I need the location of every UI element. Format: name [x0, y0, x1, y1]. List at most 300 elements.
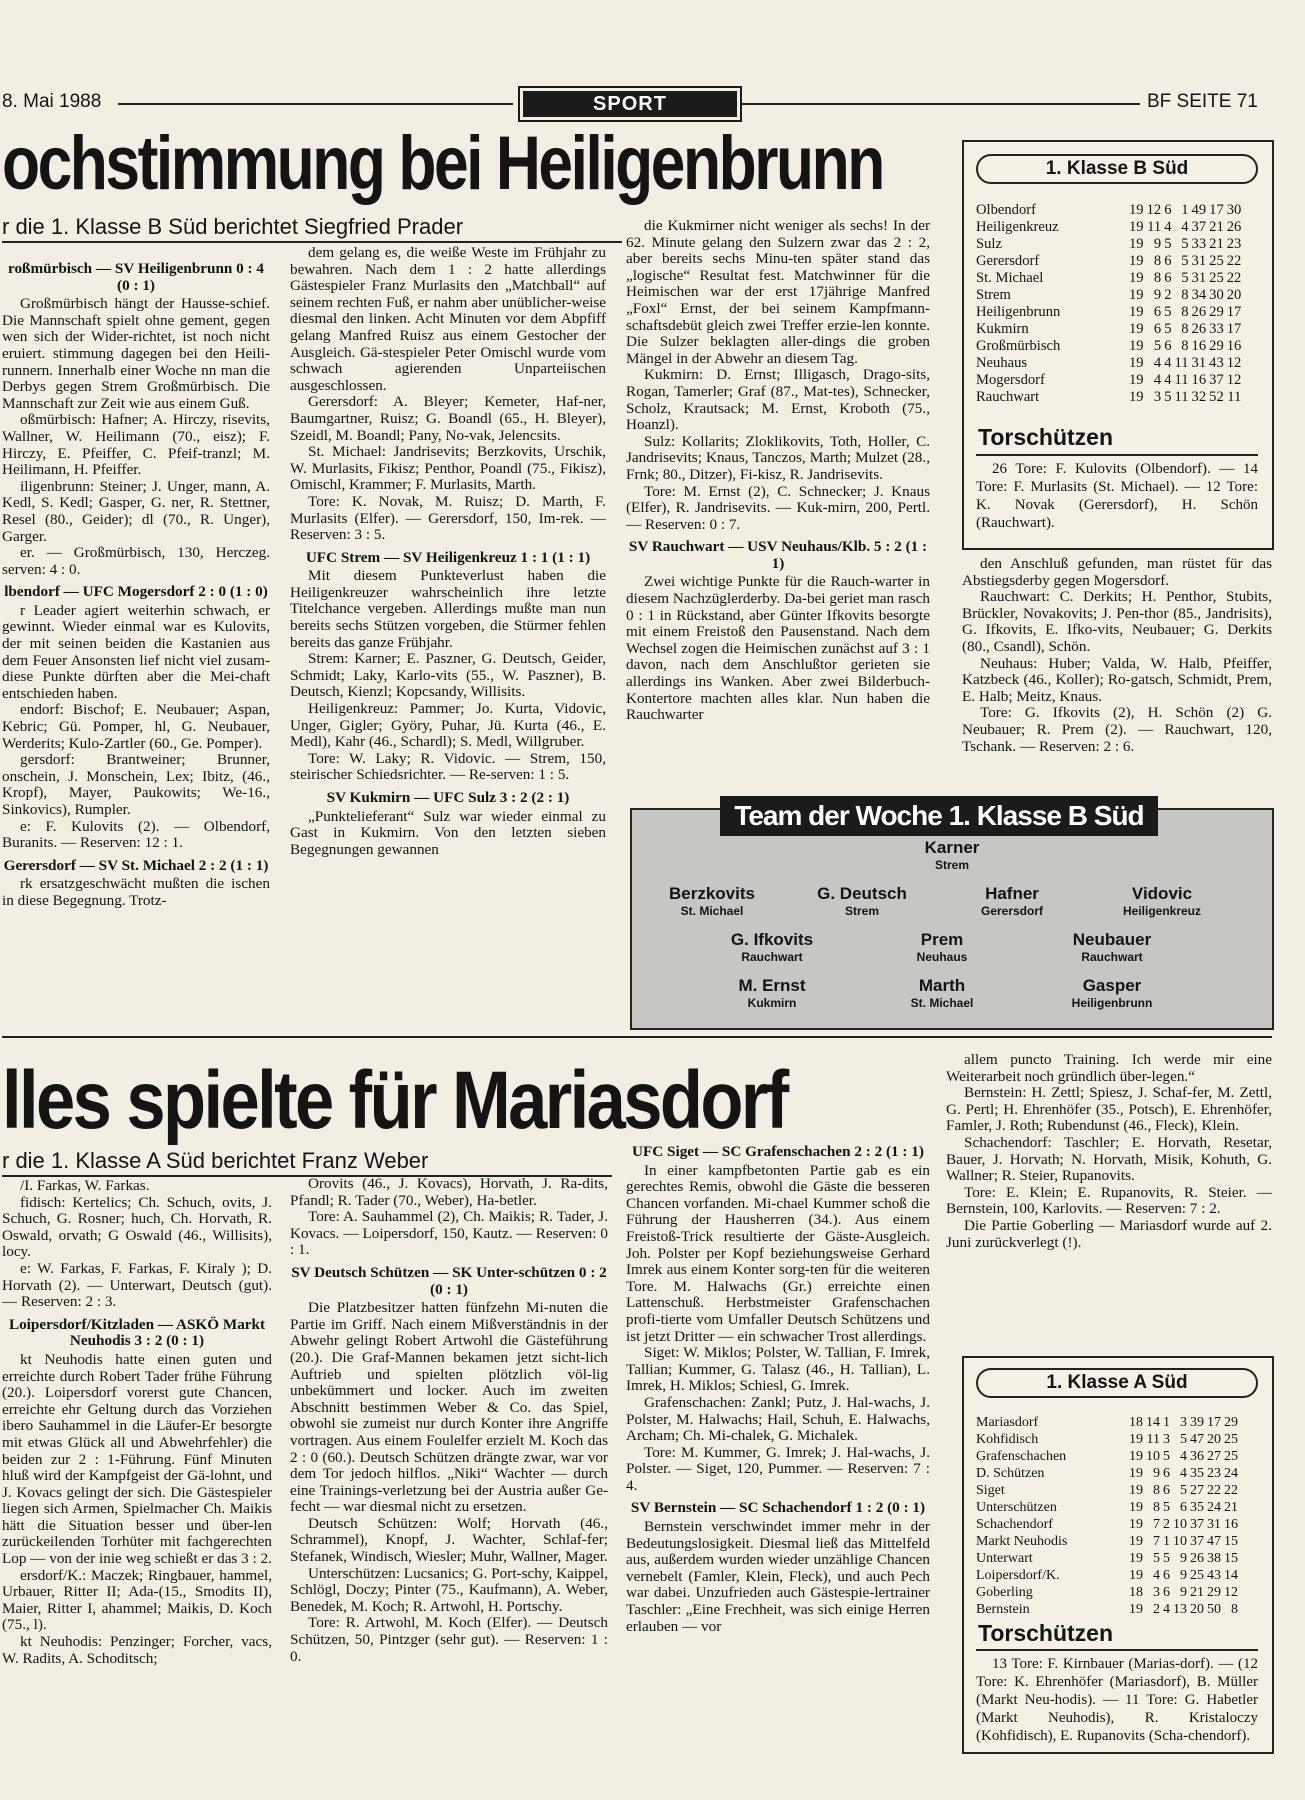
stat-cell: 11	[1147, 219, 1162, 235]
stat-cell: 52	[1209, 389, 1224, 405]
table-row	[976, 1465, 1238, 1482]
stat-cell: 31	[1191, 355, 1207, 371]
stat-cell: 5	[1153, 1550, 1160, 1566]
stat-cell: 5	[1164, 304, 1172, 320]
team-name-cell: Siget	[976, 1482, 1005, 1498]
team-player-club: Heiligenbrunn	[1071, 996, 1153, 1010]
section-label: SPORT	[593, 93, 667, 115]
article2-column-2	[290, 1176, 608, 1748]
stat-cell: 19	[1129, 1550, 1143, 1566]
stat-cell: 6	[1163, 1482, 1170, 1498]
match-heading: lbendorf — UFC Mogersdorf 2 : 0 (1 : 0)	[4, 583, 268, 601]
stat-cell: 25	[1224, 1431, 1238, 1447]
team-player-club: Kukmirn	[747, 996, 797, 1010]
stat-cell: 5	[1180, 1431, 1187, 1447]
team-name-cell: Grafenschachen	[976, 1448, 1067, 1464]
stat-cell: 25	[1224, 1448, 1238, 1464]
stat-cell: 19	[1129, 1482, 1143, 1498]
stat-cell: 4	[1180, 1465, 1187, 1481]
stat-cell: 6	[1164, 270, 1172, 286]
match-heading: Loipersdorf/Kitzladen — ASKÖ Markt Neuhodis 3 : 2 (0 : 1)	[8, 1315, 266, 1350]
stat-cell: 3	[1163, 1431, 1170, 1447]
stat-cell: 8	[1153, 1499, 1160, 1515]
stat-cell: 3	[1153, 1584, 1160, 1600]
paragraph: Tore: A. Sauhammel (2), Ch. Maikis; R. Tader, J. Kovacs. — Loipersdorf, 150, Kautz. — Reserven: 0 : 1.	[290, 1208, 608, 1259]
article2-column-4	[946, 1052, 1272, 1352]
team-name-cell: Mariasdorf	[976, 1414, 1039, 1430]
table-row	[976, 1533, 1238, 1550]
team-name-cell: Bernstein	[976, 1601, 1030, 1617]
paragraph: Tore: E. Klein; E. Rupanovits, R. Steier. — Bernstein, 100, Karlovits. — Reserven: 7 : 2.	[946, 1183, 1272, 1218]
stat-cell: 49	[1191, 202, 1207, 218]
paragraph: Tore: K. Novak, M. Ruisz; D. Marth, F. Murlasits (Elfer). — Gerersdorf, 150, Im-rek. — Reserven: 3 : 5.	[290, 492, 606, 544]
stat-cell: 8	[1181, 338, 1189, 354]
article1-byline: r die 1. Klasse B Süd berichtet Siegfried Prader	[2, 214, 464, 239]
stat-cell: 6	[1163, 1465, 1170, 1481]
header-rule-left	[118, 103, 513, 105]
match-heading: Gerersdorf — SV St. Michael 2 : 2 (1 : 1)	[3, 856, 269, 874]
stat-cell: 19	[1129, 236, 1144, 252]
stat-cell: 34	[1191, 287, 1207, 303]
article1-byline-rule	[2, 241, 622, 243]
paragraph: den Anschluß gefunden, man rüstet für das Abstiegsderby gegen Mogersdorf.	[962, 556, 1272, 589]
paragraph: Tore: R. Artwohl, M. Koch (Elfer). — Deutsch Schützen, 50, Pintzger (sehr gut). — Reserven: 1 : 0.	[290, 1614, 608, 1665]
table-row	[976, 287, 1241, 304]
stat-cell: 18	[1129, 1584, 1143, 1600]
article1-column-4	[962, 556, 1272, 791]
stat-cell: 9	[1180, 1567, 1187, 1583]
stat-cell: 4	[1164, 219, 1172, 235]
stat-cell: 31	[1191, 253, 1207, 269]
stat-cell: 11	[1174, 372, 1189, 388]
article1-column-1	[2, 255, 270, 1025]
stat-cell: 19	[1129, 372, 1144, 388]
stat-cell: 43	[1207, 1567, 1221, 1583]
table-row	[976, 338, 1241, 355]
stat-cell: 8	[1153, 253, 1162, 269]
stat-cell: 10	[1173, 1533, 1187, 1549]
stat-cell: 6	[1164, 338, 1172, 354]
stat-cell: 22	[1226, 270, 1242, 286]
stat-cell: 19	[1129, 1533, 1143, 1549]
paragraph: oßmürbisch: Hafner; A. Hirczy, risevits, Wallner, W. Heilimann (70., eisz); F. Hirczy, E. Pfeiffer, C. Pfeif-tranzl; M. Heilimann, H. Pfeiffer.	[2, 411, 270, 479]
stat-cell: 36	[1190, 1448, 1204, 1464]
team-player-club: St. Michael	[910, 996, 974, 1010]
table-row	[976, 202, 1241, 219]
stat-cell: 17	[1209, 202, 1224, 218]
stat-cell: 29	[1224, 1414, 1238, 1430]
stat-cell: 19	[1129, 1448, 1143, 1464]
stat-cell: 43	[1209, 355, 1224, 371]
stat-cell: 35	[1190, 1499, 1204, 1515]
stat-cell: 12	[1224, 1584, 1238, 1600]
paragraph: Deutsch Schützen: Wolf; Horvath (46., Schrammel), Knopf, J. Wachter, Schlaf-fer; Stefanek, Windisch, Wiesler; Muhr, Wallner, Mager.	[290, 1514, 608, 1566]
stat-cell: 38	[1207, 1550, 1221, 1566]
stat-cell: 10	[1173, 1516, 1187, 1532]
paragraph: ersdorf/K.: Maczek; Ringbauer, hammel, Urbauer, Ritter II; Ada-(15., Smodits II), Maier, Ritter I, ahammel; Maikis, D. Koch (75., l).	[2, 1566, 272, 1634]
stat-cell: 20	[1207, 1431, 1221, 1447]
stat-cell: 4	[1163, 1601, 1170, 1617]
team-player-name: Prem	[920, 930, 964, 949]
stat-cell: 5	[1181, 270, 1189, 286]
table-b-scorers-rule	[976, 454, 1258, 456]
stat-cell: 12	[1226, 355, 1242, 371]
stat-cell: 6	[1163, 1584, 1170, 1600]
stat-cell: 5	[1164, 321, 1172, 337]
stat-cell: 19	[1129, 321, 1144, 337]
stat-cell: 2	[1163, 1516, 1170, 1532]
stat-cell: 37	[1209, 372, 1224, 388]
stat-cell: 4	[1181, 219, 1189, 235]
paragraph: dem gelang es, die weiße Weste im Frühjahr zu bewahren. Nach dem 1 : 2 hatte allerdings Gästespieler Franz Murlasits den „Matchball“ auf seinem rechten Fuß, er nahm aber unüblicher-weise diesmal den linken. Acht Minuten vor dem Abpfiff gelang Manfred Ruisz aus einem Gestocher der Ausgleich. Gä-stespieler Peter Omischl wurde vom schwach agierenden Unparteiischen ausgeschlossen.	[290, 245, 606, 394]
stat-cell: 31	[1191, 270, 1207, 286]
stat-cell: 20	[1190, 1601, 1204, 1617]
table-a-standings	[976, 1414, 1238, 1618]
stat-cell: 29	[1209, 304, 1224, 320]
table-row	[976, 219, 1241, 236]
stat-cell: 37	[1191, 219, 1207, 235]
stat-cell: 16	[1191, 338, 1207, 354]
team-player-name: Gasper	[1082, 976, 1142, 995]
team-player-name: Vidovic	[1131, 884, 1193, 903]
article2-column-1	[2, 1178, 272, 1748]
stat-cell: 30	[1226, 202, 1242, 218]
stat-cell: 9	[1180, 1584, 1187, 1600]
stat-cell: 20	[1226, 287, 1242, 303]
match-heading: SV Deutsch Schützen — SK Unter-schützen 0 : 2 (0 : 1)	[291, 1263, 607, 1298]
article2-headline: lles spielte für Mariasdorf	[2, 1055, 787, 1146]
team-player-club: Strem	[934, 858, 969, 872]
table-row	[976, 1550, 1238, 1567]
team-name-cell: Heiligenkreuz	[976, 219, 1059, 235]
stat-cell: 5	[1153, 338, 1162, 354]
table-row	[976, 253, 1241, 270]
stat-cell: 15	[1224, 1550, 1238, 1566]
stat-cell: 5	[1181, 253, 1189, 269]
stat-cell: 29	[1207, 1584, 1221, 1600]
stat-cell: 10	[1146, 1448, 1160, 1464]
team-name-cell: Sulz	[976, 236, 1002, 252]
team-name-cell: St. Michael	[976, 270, 1044, 286]
table-row	[976, 1448, 1238, 1465]
table-row	[976, 1499, 1238, 1516]
team-name-cell: Gerersdorf	[976, 253, 1040, 269]
table-b-scorers-text: 26 Tore: F. Kulovits (Olbendorf). — 14 Tore: F. Murlasits (St. Michael). — 12 Tore: K. Novak (Gerersdorf), H. Schön (Rauchwart).	[976, 461, 1258, 531]
team-player-club: Gerersdorf	[980, 904, 1044, 918]
table-a-box	[962, 1356, 1274, 1754]
paragraph: In einer kampfbetonten Partie gab es ein gerechtes Remis, obwohl die Gäste die besseren Chancen vorfanden. Mi-chael Kummer schoß die Führung der Hausherren (34.). Aus einem Freistoß-Trick resultierte der Gäste-Ausgleich. Joh. Polster per Kopf beziehungsweise Gerhard Imrek aus einem Konter sorg-ten für die weiteren Tore. M. Halwachs (Gr.) erreichte einen Lattenschuß. Herbstmeister Grafenschachen profi-tierte vom Umfaller Deutsch Schützens und ist jetzt Dritter — ein schwacher Trost allerdings.	[626, 1161, 930, 1345]
stat-cell: 12	[1146, 202, 1162, 218]
stat-cell: 4	[1153, 372, 1162, 388]
stat-cell: 16	[1226, 338, 1242, 354]
stat-cell: 26	[1226, 219, 1242, 235]
stat-cell: 19	[1129, 287, 1144, 303]
stat-cell: 37	[1190, 1533, 1204, 1549]
article2-byline: r die 1. Klasse A Süd berichtet Franz Weber	[2, 1148, 429, 1173]
team-name-cell: Markt Neuhodis	[976, 1533, 1068, 1549]
stat-cell: 5	[1164, 389, 1172, 405]
team-player-club: Heiligenkreuz	[1122, 904, 1202, 918]
stat-cell: 1	[1181, 202, 1189, 218]
stat-cell: 6	[1164, 202, 1172, 218]
stat-cell: 15	[1224, 1533, 1238, 1549]
paragraph: Sulz: Kollarits; Zloklikovits, Toth, Holler, C. Jandrisevits; Knaus, Tanczos, Marth; Mulzet (28., Frnk; 80., Ditzer), Fi-kisz, R. Jandrisevits.	[626, 432, 930, 483]
stat-cell: 17	[1226, 321, 1242, 337]
paragraph: Die Platzbesitzer hatten fünfzehn Mi-nuten die Partie im Griff. Nach einem Mißverständnis in der Abwehr gelingt Robert Artwohl die Gästeführung (20.). Die Graf-Mannen bekamen jetzt sicht-lich Auftrieb und spielten plötzlich völ-lig unbekümmert und locker. Auch im zweiten Abschnitt bestimmen Weber & Co. das Spiel, obwohl sie zumeist nur durch Konter ihre Angriffe vortragen. Aus einem Foulelfer erzielt M. Koch das 2 : 0 (60.). Deutsch Schützen drängte zwar, war vor dem Tor jedoch hilflos. „Niki“ Wachter — durch eine Trainings-verletzung bei der Austria außer Ge-fecht — war diesmal nicht zu ersetzen.	[290, 1299, 608, 1516]
stat-cell: 3	[1180, 1414, 1187, 1430]
paragraph: Bernstein verschwindet immer mehr in der Bedeutungslosigkeit. Diesmal ließ das Mittelfeld aus, außerdem wurden wieder unzählige Chancen vernebelt (Famler, Klein, Fleck), und auch Pech war dabei. Unzufrieden auch Gästespie-lertrainer Taschler: „Eine Frechheit, was sich einige Herren erlauben — vor	[626, 1518, 930, 1635]
stat-cell: 5	[1163, 1448, 1170, 1464]
table-row	[976, 355, 1241, 372]
section-banner	[518, 86, 742, 122]
header-page: BF SEITE 71	[1147, 91, 1258, 112]
stat-cell: 25	[1209, 253, 1224, 269]
paragraph: Gerersdorf: A. Bleyer; Kemeter, Haf-ner, Baumgartner, Ruisz; G. Boandl (65., H. Bleyer), Szeidl, M. Boandl; Pany, No-vak, Jelencsits.	[290, 393, 606, 444]
stat-cell: 5	[1163, 1550, 1170, 1566]
paragraph: Heiligenkreuz: Pammer; Jo. Kurta, Vidovic, Unger, Gigler; Györy, Puhar, Jü. Kurta (46., E. Medl), Kahr (46., Schardl); S. Medl, Willgruber.	[290, 700, 606, 751]
team-name-cell: Mogersdorf	[976, 372, 1045, 388]
team-name-cell: Unterschützen	[976, 1499, 1057, 1515]
stat-cell: 21	[1209, 236, 1224, 252]
paragraph: Kukmirn: D. Ernst; Illigasch, Drago-sits, Rogan, Tamerler; Graf (87., Mat-tes), Schnecker, Scholz, Krautsack; M. Ernst, Kroboth (75., Hoanzl).	[626, 366, 930, 434]
stat-cell: 4	[1153, 1567, 1160, 1583]
paragraph: Strem: Karner; E. Paszner, G. Deutsch, Geider, Schmidt; Laky, Karlo-vits (55., W. Paszner), B. Deutsch, Kienzl; Kopcsandy, Willisits.	[290, 650, 606, 701]
stat-cell: 27	[1190, 1482, 1204, 1498]
paragraph: Grafenschachen: Zankl; Putz, J. Hal-wachs, J. Polster, M. Halwachs; Hail, Schuh, E. Halwachs, Archam; Ch. Mi-chalek, G. Michalek.	[626, 1393, 930, 1445]
table-row	[976, 236, 1241, 253]
stat-cell: 26	[1190, 1550, 1204, 1566]
stat-cell: 31	[1207, 1516, 1221, 1532]
paragraph: r Leader agiert weiterhin schwach, er gewinnt. Wieder einmal war es Kulovits, der mit seinen beiden die Kastanien aus dem Feuer Ansonsten lief nicht viel zusam-diese Punkte dürften aber die Mei-chaft entschieden haben.	[2, 601, 270, 702]
match-heading: UFC Strem — SV Heiligenkreuz 1 : 1 (1 : 1)	[305, 548, 591, 566]
table-row	[976, 1431, 1238, 1448]
stat-cell: 23	[1207, 1465, 1221, 1481]
team-name-cell: Goberling	[976, 1584, 1033, 1600]
stat-cell: 30	[1209, 287, 1224, 303]
team-name-cell: Kukmirn	[976, 321, 1029, 337]
team-player-name: Hafner	[985, 884, 1039, 903]
team-of-week-box	[630, 800, 1274, 1030]
table-row	[976, 372, 1241, 389]
paragraph: iligenbrunn: Steiner; J. Unger, mann, A. Kedl, S. Kedl; Gasper, G. ner, R. Stettner, Resel (80., Geider); dl (70., R. Unger), Garger.	[2, 477, 270, 545]
team-name-cell: Olbendorf	[976, 202, 1036, 218]
paragraph: Mit diesem Punkteverlust haben die Heiligenkreuzer wahrscheinlich ihre letzte Titelchance vergeben. Allerdings mußte man nun bereits sechs Stützen vorgeben, die Stürmer fehlen bereits das ganze Frühjahr.	[290, 567, 606, 651]
stat-cell: 3	[1153, 389, 1162, 405]
table-a-scorers-title: Torschützen	[978, 1620, 1114, 1646]
paragraph: Orovits (46., J. Kovacs), Horvath, J. Ra-dits, Pfandl; R. Tader (70., Weber), Ha-betler.	[290, 1176, 608, 1209]
article-separator	[2, 1036, 1272, 1038]
stat-cell: 14	[1224, 1567, 1238, 1583]
stat-cell: 25	[1209, 270, 1224, 286]
stat-cell: 11	[1146, 1431, 1160, 1447]
stat-cell: 4	[1153, 355, 1162, 371]
header-rule-right	[742, 103, 1140, 105]
stat-cell: 19	[1129, 1601, 1143, 1617]
stat-cell: 8	[1153, 270, 1162, 286]
stat-cell: 39	[1190, 1414, 1204, 1430]
stat-cell: 26	[1191, 321, 1207, 337]
stat-cell: 19	[1129, 1516, 1143, 1532]
stat-cell: 16	[1191, 372, 1207, 388]
stat-cell: 6	[1153, 304, 1162, 320]
paragraph: Tore: M. Ernst (2), C. Schnecker; J. Knaus (Elfer), R. Jandrisevits. — Kuk-mirn, 200, Pertl. — Reserven: 0 : 7.	[626, 482, 930, 533]
stat-cell: 22	[1226, 253, 1242, 269]
team-name-cell: Rauchwart	[976, 389, 1040, 405]
stat-cell: 14	[1146, 1414, 1160, 1430]
table-row	[976, 304, 1241, 321]
paragraph: gersdorf: Brantweiner; Brunner, onschein, J. Monschein, Lex; Ibitz, (46., Kropf), Mayer, Paukowits; We-16., Sinkovics), Rumpler.	[2, 751, 270, 818]
paragraph: /I. Farkas, W. Farkas.	[20, 1178, 150, 1194]
stat-cell: 19	[1129, 270, 1144, 286]
stat-cell: 33	[1191, 236, 1207, 252]
team-player-name: Berzkovits	[669, 884, 755, 903]
team-player-name: M. Ernst	[738, 976, 806, 995]
stat-cell: 19	[1129, 1431, 1143, 1447]
match-heading: SV Rauchwart — USV Neuhaus/Klb. 5 : 2 (1 : 1)	[628, 538, 928, 572]
team-player-name: Neubauer	[1072, 930, 1152, 949]
table-row	[976, 1516, 1238, 1533]
paragraph: „Punktelieferant“ Sulz war wieder einmal zu Gast in Kukmirn. Von den letzten sieben Begegnungen gewannen	[290, 807, 606, 858]
paragraph: Schachendorf: Taschler; E. Horvath, Resetar, Bauer, J. Horvath; N. Horvath, Misik, Kohuth, G. Wallner; R. Steier, Rupanovits.	[946, 1133, 1272, 1185]
team-of-week-title: Team der Woche 1. Klasse B Süd	[720, 796, 1158, 836]
stat-cell: 18	[1129, 1414, 1143, 1430]
stat-cell: 7	[1153, 1533, 1160, 1549]
stat-cell: 22	[1224, 1482, 1238, 1498]
paragraph: Tore: W. Laky; R. Vidovic. — Strem, 150, steirischer Schiedsrichter. — Re-serven: 1 : 5.	[290, 749, 606, 784]
team-name-cell: Schachendorf	[976, 1516, 1053, 1532]
stat-cell: 29	[1209, 338, 1224, 354]
match-heading: SV Kukmirn — UFC Sulz 3 : 2 (2 : 1)	[326, 789, 570, 806]
team-player-club: Rauchwart	[741, 950, 803, 964]
stat-cell: 24	[1207, 1499, 1221, 1515]
paragraph: e: W. Farkas, F. Farkas, F. Kiraly ); D. Horvath (2). — Unterwart, Deutsch (gut). — Reserven: 2 : 3.	[2, 1259, 272, 1311]
stat-cell: 22	[1207, 1482, 1221, 1498]
paragraph: Rauchwart: C. Derkits; H. Penthor, Stubits, Brückler, Novakovits; J. Pen-thor (85., Jandrisits), G. Ifkovits, E. Ifko-vits, Neubauer; G. Derkits (80., Csandl), Schön.	[962, 588, 1272, 655]
stat-cell: 4	[1164, 372, 1172, 388]
article2-column-3	[626, 1138, 930, 1750]
paragraph: e: F. Kulovits (2). — Olbendorf, Buranits. — Reserven: 12 : 1.	[2, 817, 270, 852]
team-player-club: Strem	[844, 904, 879, 918]
table-row	[976, 1482, 1238, 1499]
team-player-club: St. Michael	[680, 904, 744, 918]
stat-cell: 1	[1163, 1414, 1170, 1430]
paragraph: kt Neuhodis hatte einen guten und erreichte durch Robert Tader frühe Führung (20.). Loipersdorf vorerst gute Chancen, erreichte ehr Geltung durch das Vorziehen ibero Sauhammel in die Läufer-Er besorgte mit etwas Glück all und Abwehrfehler) die beiden zur 2 : 1-Führung. Fünf Minuten hluß wird der Kampfgeist der Gä-lohnt, und J. Kovacs gelingt der sich. Die Gästespieler liegen sich Armen, Spielmacher Ch. Maikis hätt die Situation besser und über-len zurückeilenden Torhüter mit fachgerechten Lop — von der inie weg schießt er das 3 : 2.	[2, 1350, 272, 1568]
article1-headline: ochstimmung bei Heiligenbrunn	[2, 121, 883, 206]
match-heading: UFC Siget — SC Grafenschachen 2 : 2 (1 : 1)	[632, 1143, 924, 1160]
stat-cell: 21	[1224, 1499, 1238, 1515]
table-a-scorers-text: 13 Tore: F. Kirnbauer (Marias-dorf). — (12 Tore: K. Ehrenhöfer (Mariasdorf), B. Müller (Markt Neu-hodis). — 11 Tore: G. Habetler (Markt Neuhodis), R. Kristaloczy (Kohfidisch), E. Rupanovits (Scha-chendorf).	[976, 1656, 1258, 1744]
paragraph: die Kukmirner nicht weniger als sechs! In der 62. Minute gelang den Sulzern zwar das 2 : 2, aber bereits sechs Minu-ten später stand das „logische“ Resultat fest. Matchwinner für die Heimischen war der erst 17jährige Manfred „Foxl“ Ernst, der bei seinem Kampfmann-schaftsdebüt gleich zwei Treffer erzie-len konnte. Die Sulzer beklagten aller-dings die groben Mängel in der Abwehr an diesem Tag.	[626, 218, 930, 367]
paragraph: Zwei wichtige Punkte für die Rauch-warter in diesem Nachzüglerderby. Da-bei geriet man rasch 0 : 1 in Rückstand, aber Günter Ifkovits besorgte mit einem Freistoß den Pausenstand. Nach dem Wechsel zogen die Heimischen zunächst auf 3 : 1 davon, nach dem Anschlußtor gerieten sie allerdings ins Wanken. Aber zwei Bilderbuch-Kontertore machten alles klar. Nun haben die Rauchwarter	[626, 573, 930, 724]
table-row	[976, 1414, 1238, 1431]
stat-cell: 21	[1209, 219, 1224, 235]
paragraph: endorf: Bischof; E. Neubauer; Aspan, Kebric; Gü. Pomper, hl, G. Neubauer, Werderits; Kulo-Zartler (60., Ge. Pomper).	[2, 701, 270, 752]
team-name-cell: Neuhaus	[976, 355, 1028, 371]
paragraph: rk ersatzgeschwächt mußten die ischen in diese Begegnung. Trotz-	[2, 875, 270, 909]
stat-cell: 8	[1181, 321, 1189, 337]
paragraph: Tore: G. Ifkovits (2), H. Schön (2) G. Neubauer; R. Prem (2). — Rauchwart, 120, Tschank. — Reserven: 2 : 6.	[962, 704, 1272, 755]
table-row	[976, 1567, 1238, 1584]
team-player-name: G. Ifkovits	[730, 930, 814, 949]
stat-cell: 9	[1180, 1550, 1187, 1566]
stat-cell: 24	[1224, 1465, 1238, 1481]
stat-cell: 13	[1173, 1601, 1187, 1617]
stat-cell: 37	[1190, 1516, 1204, 1532]
stat-cell: 4	[1180, 1448, 1187, 1464]
paragraph: Großmürbisch hängt der Hausse-schief. Die Mannschaft spielt ohne gement, gegen wen sich der Wider-richtet, ist noch nicht eruiert. stimmung dagegen bei den Heili-runnern. Innerhalb einer Woche nn man die Derbys gegen Strem Großmürbisch. Die Mannschaft zur Zeit wie aus einem Guß.	[2, 295, 270, 412]
team-name-cell: Heiligenbrunn	[976, 304, 1061, 320]
stat-cell: 26	[1191, 304, 1207, 320]
team-player-club: Rauchwart	[1081, 950, 1143, 964]
stat-cell: 33	[1209, 321, 1224, 337]
team-player-club: Neuhaus	[916, 950, 968, 964]
stat-cell: 19	[1129, 304, 1144, 320]
match-heading: SV Bernstein — SC Schachendorf 1 : 2 (0 : 1)	[630, 1499, 926, 1517]
table-row	[976, 389, 1241, 406]
stat-cell: 21	[1190, 1584, 1204, 1600]
stat-cell: 17	[1207, 1414, 1221, 1430]
table-a-scorers-rule	[976, 1649, 1258, 1651]
team-name-cell: Strem	[976, 287, 1011, 303]
paragraph: kt Neuhodis: Penzinger; Forcher, vacs, W. Radits, A. Schoditsch;	[2, 1633, 272, 1667]
stat-cell: 16	[1224, 1516, 1238, 1532]
stat-cell: 32	[1191, 389, 1207, 405]
team-name-cell: Großmürbisch	[976, 338, 1061, 354]
header-date: 8. Mai 1988	[2, 91, 102, 112]
stat-cell: 6	[1153, 321, 1162, 337]
match-heading: roßmürbisch — SV Heiligenbrunn 0 : 4 (0 : 1)	[8, 260, 264, 294]
stat-cell: 35	[1190, 1465, 1204, 1481]
stat-cell: 19	[1129, 1499, 1143, 1515]
stat-cell: 2	[1164, 287, 1172, 303]
table-b-scorers-title: Torschützen	[978, 424, 1114, 450]
stat-cell: 19	[1129, 202, 1144, 218]
article1-column-2	[290, 245, 606, 1025]
stat-cell: 1	[1163, 1533, 1170, 1549]
stat-cell: 8	[1181, 304, 1189, 320]
stat-cell: 6	[1163, 1567, 1170, 1583]
table-a-title: 1. Klasse A Süd	[976, 1368, 1258, 1398]
paragraph: er. — Großmürbisch, 130, Herczeg. serven: 4 : 0.	[2, 544, 270, 578]
stat-cell: 11	[1174, 355, 1189, 371]
stat-cell: 19	[1129, 1465, 1143, 1481]
stat-cell: 11	[1174, 389, 1189, 405]
team-player-name: Marth	[918, 976, 966, 995]
stat-cell: 4	[1164, 355, 1172, 371]
paragraph: Siget: W. Miklos; Polster, W. Tallian, F. Imrek, Tallian; Kummer, G. Talasz (46., H. Tallian), L. Imrek, H. Miklos; Schiesl, G. Imrek.	[626, 1344, 930, 1395]
stat-cell: 19	[1129, 253, 1144, 269]
stat-cell: 7	[1153, 1516, 1160, 1532]
stat-cell: 27	[1207, 1448, 1221, 1464]
stat-cell: 50	[1207, 1601, 1221, 1617]
stat-cell: 23	[1226, 236, 1242, 252]
stat-cell: 5	[1180, 1482, 1187, 1498]
stat-cell: 8	[1153, 1482, 1160, 1498]
team-name-cell: Kohfidisch	[976, 1431, 1039, 1447]
paragraph: St. Michael: Jandrisevits; Berzkovits, Urschik, W. Murlasits, Fikisz; Penthor, Poandl (75., Fikisz), Omischl, Krammer; F. Murlasits, Marth.	[290, 443, 606, 494]
stat-cell: 47	[1190, 1431, 1204, 1447]
stat-cell: 25	[1190, 1567, 1204, 1583]
team-player-name: G. Deutsch	[817, 884, 907, 903]
paragraph: Die Partie Goberling — Mariasdorf wurde auf 2. Juni zurückverlegt (!).	[946, 1216, 1272, 1251]
stat-cell: 5	[1164, 236, 1172, 252]
paragraph: Unterschützen: Lucsanics; G. Port-schy, Kaippel, Schlögl, Doczy; Pinter (75., Kaufmann), A. Weber, Benedek, M. Koch; R. Artwohl, H. Portschy.	[290, 1564, 608, 1615]
stat-cell: 2	[1153, 1601, 1160, 1617]
paragraph: Tore: M. Kummer, G. Imrek; J. Hal-wachs, J. Polster. — Siget, 120, Pummer. — Reserven: 7 : 4.	[626, 1443, 930, 1494]
stat-cell: 19	[1129, 338, 1144, 354]
stat-cell: 9	[1153, 1465, 1160, 1481]
stat-cell: 19	[1129, 1567, 1143, 1583]
